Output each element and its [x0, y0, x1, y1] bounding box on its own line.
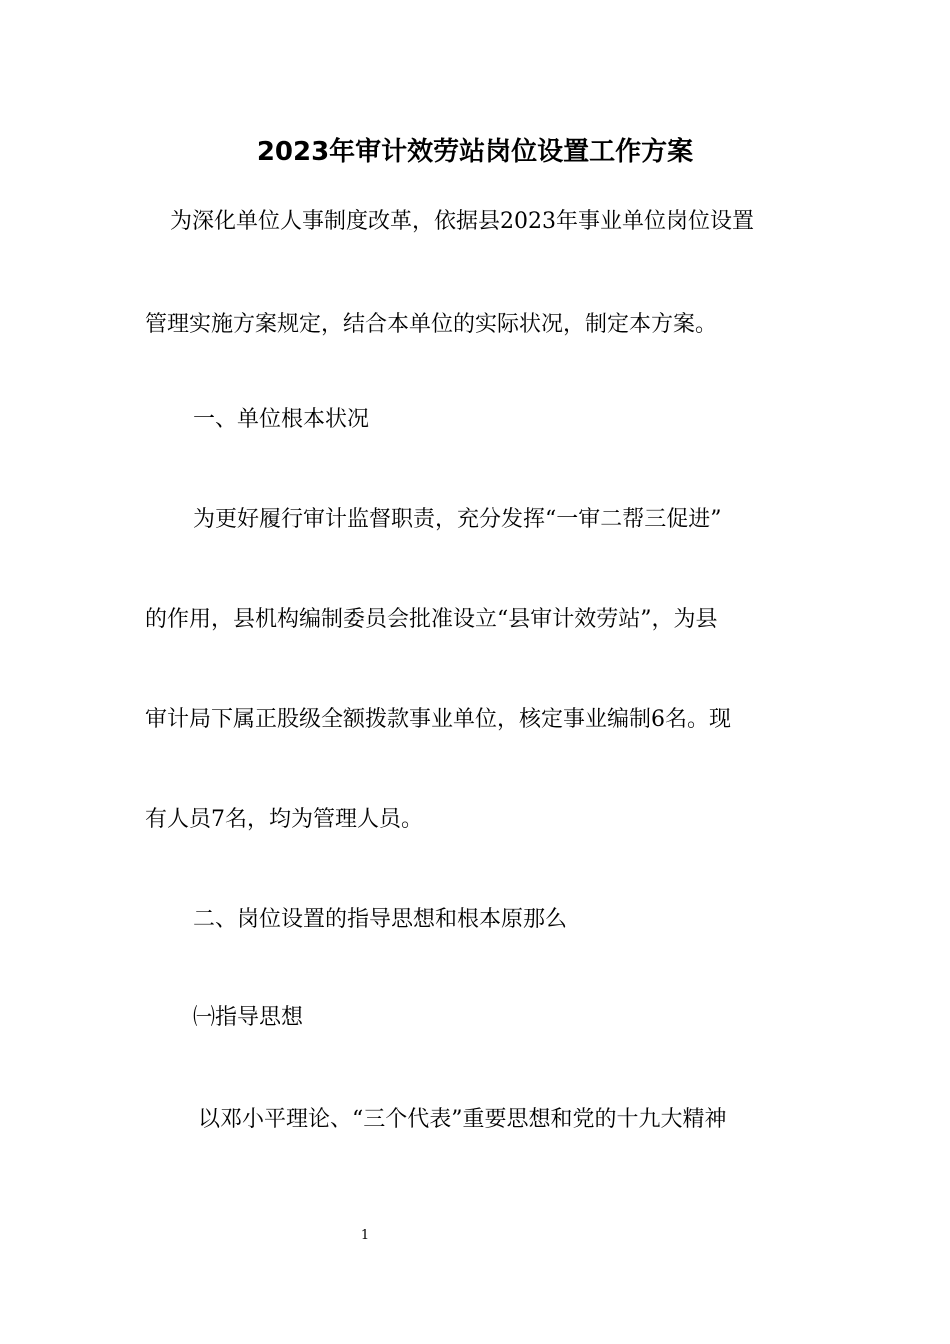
document-title: 2023年审计效劳站岗位设置工作方案 [256, 137, 694, 167]
subsection-1-paragraph-line-1: 以邓小平理论、“三个代表”重要思想和党的十九大精神 [198, 1107, 727, 1132]
section-1-paragraph-line-2: 的作用，县机构编制委员会批准设立“县审计效劳站”，为县 [145, 607, 718, 632]
section-heading-1: 一、单位根本状况 [193, 407, 370, 432]
subsection-heading-1: ㈠指导思想 [193, 1005, 304, 1030]
intro-paragraph-line-1: 为深化单位人事制度改革，依据县2023年事业单位岗位设置 [170, 209, 754, 234]
section-1-paragraph-line-4: 有人员7名，均为管理人员。 [145, 807, 423, 832]
section-1-paragraph-line-1: 为更好履行审计监督职责，充分发挥“一审二帮三促进” [193, 507, 722, 532]
page-number: 1 [360, 1228, 370, 1243]
section-1-paragraph-line-3: 审计局下属正股级全额拨款事业单位，核定事业编制6名。现 [145, 707, 731, 732]
intro-paragraph-line-2: 管理实施方案规定，结合本单位的实际状况，制定本方案。 [145, 312, 718, 337]
section-heading-2: 二、岗位设置的指导思想和根本原那么 [193, 907, 568, 932]
